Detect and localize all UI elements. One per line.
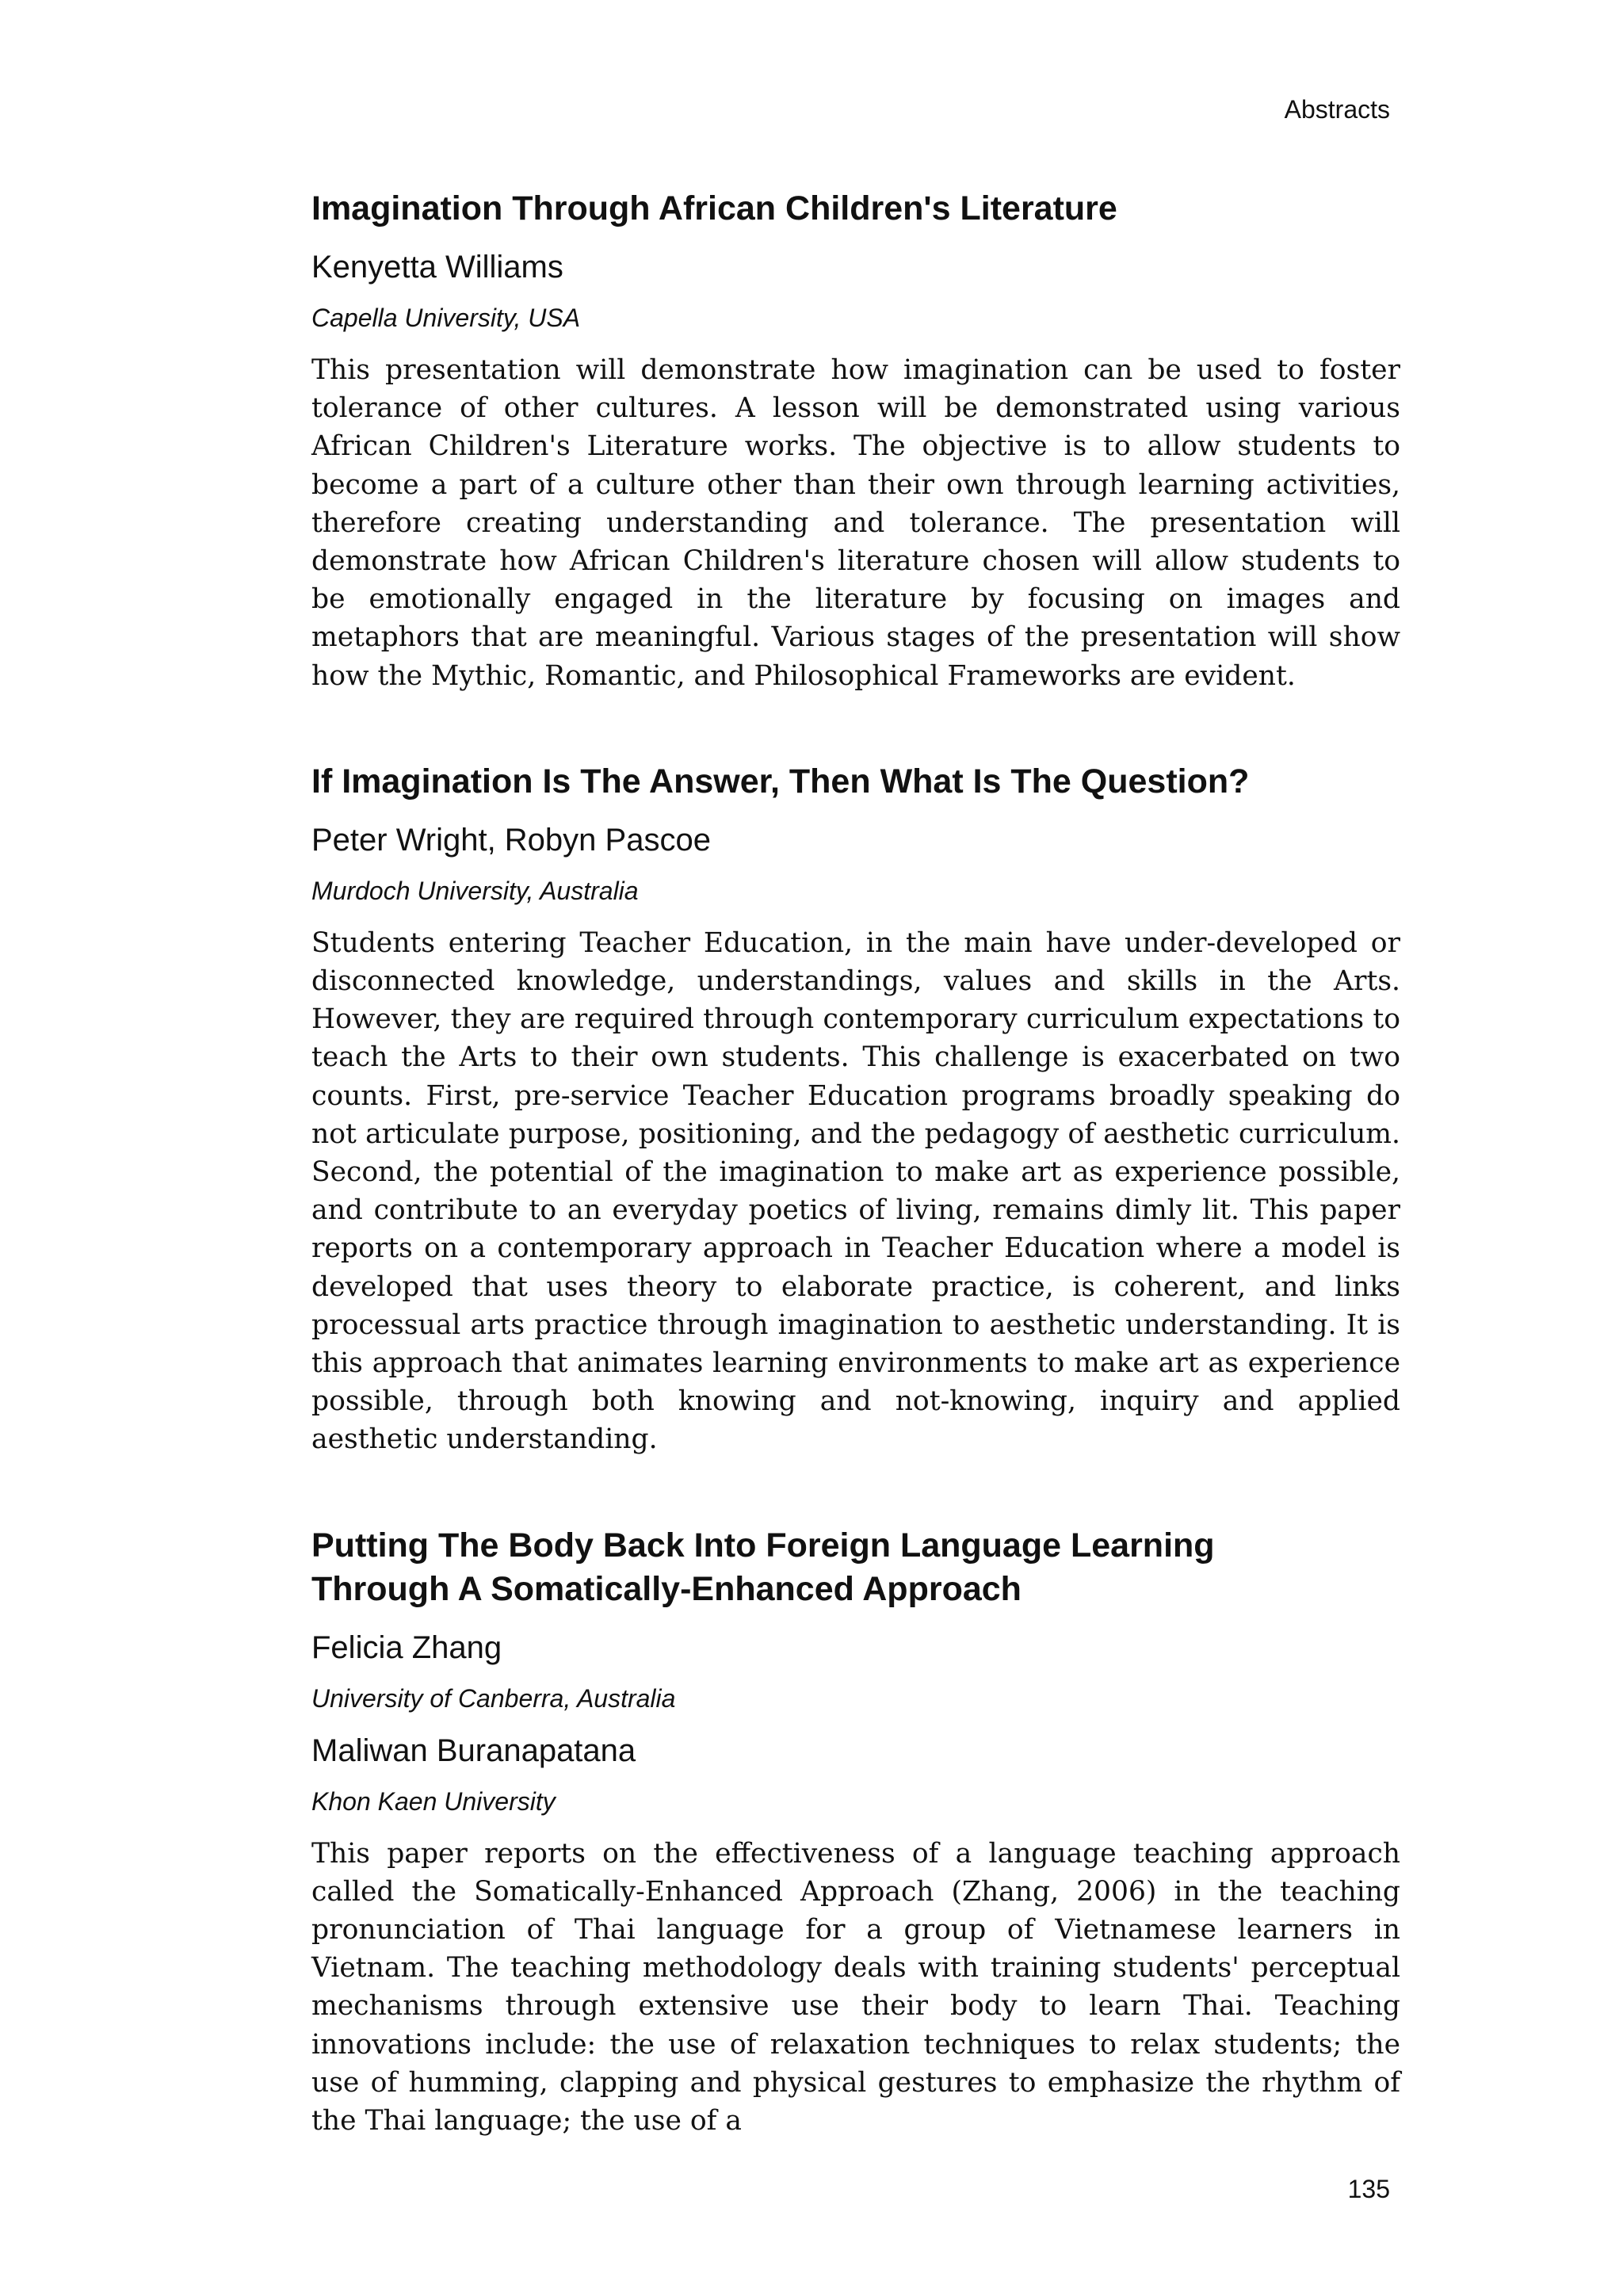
author-block (311, 248, 1400, 334)
abstract-body: This presentation will demonstrate how imagination can be used to foster tolerance of other cultures. A lesson will be demonstrated using various African Children's Literature works. The objective is to allow students to become a part of a culture other than their own through learning activities, therefore creating understanding and tolerance. The presentation will demonstrate how African Children's literature chosen will allow students to be emotionally engaged in the literature by focusing on images and metaphors that are meaningful. Various stages of the presentation will show how the Mythic, Romantic, and Philosophical Frameworks are evident. (311, 354, 1400, 692)
abstract-author: Peter Wright, Robyn Pascoe (311, 822, 711, 858)
abstract-author: Kenyetta Williams (311, 250, 563, 285)
abstract-affiliation: Capella University, USA (311, 304, 581, 332)
abstract-title: If Imagination Is The Answer, Then What Is The Question? (311, 762, 1250, 800)
abstract-affiliation: University of Canberra, Australia (311, 1683, 676, 1713)
abstract-3 (311, 1524, 1400, 2141)
author-block (311, 1629, 1400, 1714)
author-block (311, 1732, 1400, 1817)
running-head: Abstracts (1284, 95, 1390, 124)
abstract-title-line: Putting The Body Back Into Foreign Language Learning (311, 1526, 1215, 1564)
abstract-title-line: Through A Somatically-Enhanced Approach (311, 1569, 1022, 1608)
abstract-affiliation: Khon Kaen University (311, 1786, 556, 1816)
abstract-2 (311, 760, 1400, 1459)
author-block (311, 821, 1400, 907)
abstract-body: Students entering Teacher Education, in the main have under-developed or disconnected knowledge, understandings, values and skills in the Arts. However, they are required through contemporary curriculum expectations to teach the Arts to their own students. This challenge is exacerbated on two counts. First, pre-service Teacher Education programs broadly speaking do not articulate purpose, positioning, and the pedagogy of aesthetic curriculum. Second, the potential of the imagination to make art as experience possible, and contribute to an everyday poetics of living, remains dimly lit. This paper reports on a contemporary approach in Teacher Education where a model is developed that uses theory to elaborate practice, is coherent, and links processual arts practice through imagination to aesthetic understanding. It is this approach that animates learning environments to make art as experience possible, through both knowing and not-knowing, inquiry and applied aesthetic understanding. (311, 926, 1400, 1456)
abstract-affiliation: Murdoch University, Australia (311, 876, 639, 905)
abstract-body: This paper reports on the effectiveness of a language teaching approach called the Somatically-Enhanced Approach (Zhang, 2006) in the teaching pronunciation of Thai language for a group of Vietnamese learners in Vietnam. The teaching methodology deals with training students' perceptual mechanisms through extensive use their body to learn Thai. Teaching innovations include: the use of relaxation techniques to relax students; the use of humming, clapping and physical gestures to emphasize the rhythm of the Thai language; the use of a (311, 1837, 1400, 2137)
abstract-1 (311, 187, 1400, 695)
page-number: 135 (1347, 2175, 1390, 2203)
abstract-author: Maliwan Buranapatana (311, 1733, 636, 1768)
abstracts-list (311, 187, 1400, 2205)
abstract-title: Imagination Through African Children's Literature (311, 189, 1117, 227)
abstract-title (311, 1524, 1400, 1611)
abstract-author: Felicia Zhang (311, 1629, 502, 1665)
